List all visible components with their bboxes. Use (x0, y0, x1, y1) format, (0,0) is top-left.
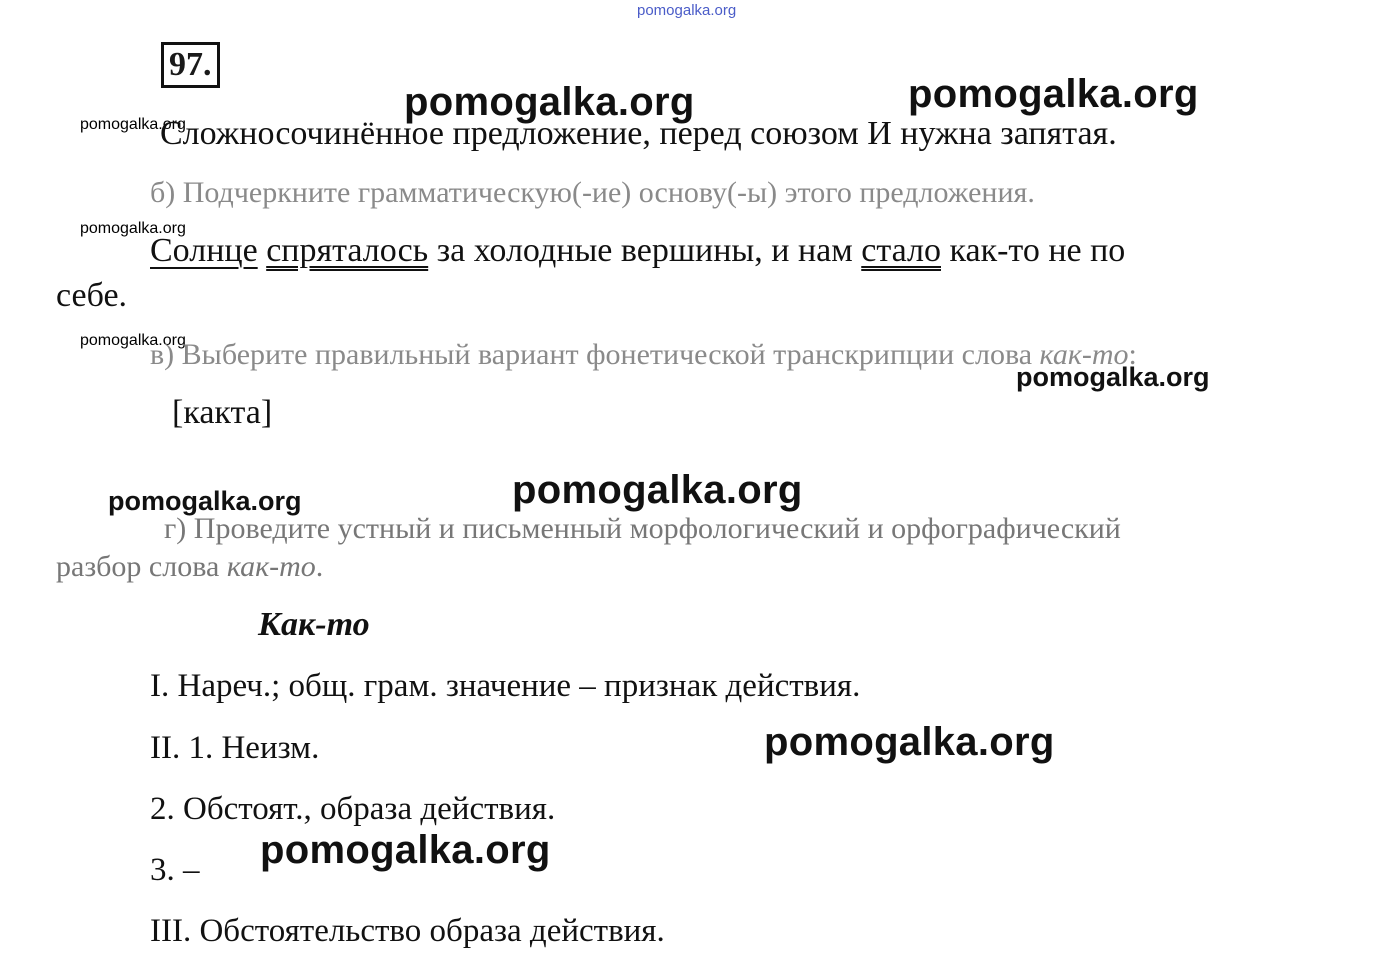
task-g-line1: г) Проведите устный и письменный морфологический и орфографический (164, 512, 1121, 545)
task-number: 97. (161, 42, 220, 88)
analysis-line-3: 2. Обстоят., образа действия. (150, 791, 556, 827)
watermark: pomogalka.org (1016, 362, 1210, 392)
watermark-top: pomogalka.org (637, 2, 737, 19)
space (258, 232, 267, 269)
analysis-line-1: I. Нареч.; общ. грам. значение – признак действия. (150, 668, 861, 704)
task-g-prefix: разбор слова (56, 550, 227, 583)
subject: Солнце (150, 232, 258, 269)
task-v (150, 338, 1137, 372)
answer-a: Сложносочинённое предложение, перед союзом И нужна запятая. (160, 115, 1117, 152)
task-b: б) Подчеркните грамматическую(-ие) основу(-ы) этого предложения. (150, 176, 1035, 209)
analysis-line-4: 3. – (150, 852, 200, 888)
watermark: pomogalka.org (260, 828, 551, 872)
sentence-end: как-то не по (940, 232, 1126, 269)
watermark: pomogalka.org (80, 332, 186, 349)
analysis-heading: Как-то (258, 606, 370, 643)
analysis-line-5: III. Обстоятельство образа действия. (150, 913, 665, 949)
watermark: pomogalka.org (512, 468, 803, 512)
transcription: [какта] (172, 394, 273, 431)
sentence-line2: себе. (56, 277, 128, 314)
task-g-suffix: . (315, 550, 324, 583)
watermark: pomogalka.org (908, 72, 1199, 116)
task-v-word: как-то (1039, 338, 1129, 371)
sentence-middle: за холодные вершины, и нам (428, 232, 862, 269)
watermark: pomogalka.org (764, 720, 1055, 764)
sentence-line1 (150, 232, 1125, 270)
task-v-prefix: в) Выберите правильный вариант фонетической транскрипции слова (150, 338, 1040, 371)
analysis-line-2: II. 1. Неизм. (150, 730, 320, 766)
task-g-word: как-то (226, 550, 316, 583)
task-g-line2 (56, 550, 323, 584)
watermark: pomogalka.org (108, 486, 302, 516)
watermark: pomogalka.org (80, 116, 186, 133)
watermark: pomogalka.org (404, 80, 695, 124)
predicate: стало (861, 232, 941, 269)
predicate: спряталось (266, 232, 429, 269)
task-v-suffix: : (1128, 338, 1137, 371)
watermark: pomogalka.org (80, 220, 186, 237)
